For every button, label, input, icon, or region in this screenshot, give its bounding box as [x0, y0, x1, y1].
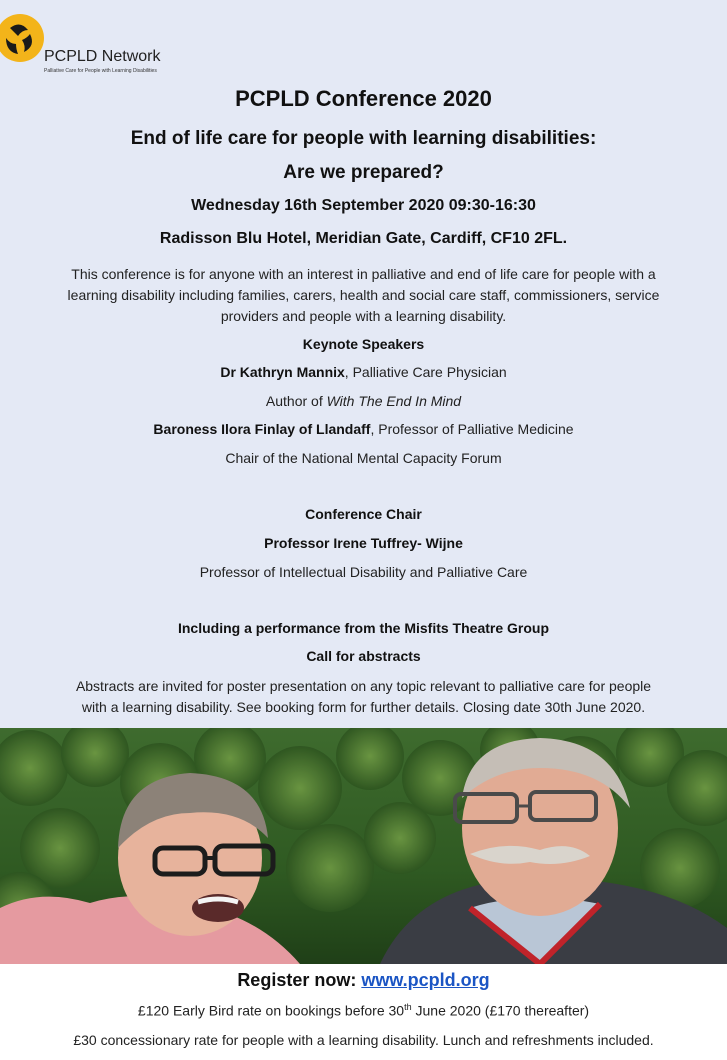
- logo-name: PCPLD Network: [44, 48, 161, 65]
- speaker-2-name: Baroness Ilora Finlay of Llandaff: [153, 421, 371, 437]
- register-link[interactable]: www.pcpld.org: [361, 970, 490, 990]
- conference-subtitle: End of life care for people with learning disabilities:: [130, 128, 597, 149]
- chair-heading: Conference Chair: [305, 506, 422, 522]
- conference-venue: Radisson Blu Hotel, Meridian Gate, Cardiff, CF10 2FL.: [159, 230, 568, 247]
- book-title: With The End In Mind: [326, 393, 462, 409]
- intro-line: learning disability including families, carers, health and social care staff, commissioners, service: [67, 287, 660, 303]
- keynote-speaker-2-extra: Chair of the National Mental Capacity Forum: [225, 450, 502, 466]
- intro-line: This conference is for anyone with an interest in palliative and end of life care for people with a: [71, 266, 656, 282]
- abstracts-line: with a learning disability. See booking form for further details. Closing date 30th June 2020.: [81, 699, 646, 715]
- speaker-1-role: , Palliative Care Physician: [344, 364, 507, 380]
- register-label: Register now:: [237, 970, 362, 990]
- keynote-speaker-2: [0, 421, 727, 437]
- speaker-2-role: , Professor of Palliative Medicine: [370, 421, 574, 437]
- conference-question: Are we prepared?: [283, 162, 444, 183]
- early-bird-text: £120 Early Bird rate on bookings before 30: [137, 1002, 405, 1019]
- performance-note: Including a performance from the Misfits Theatre Group: [177, 620, 550, 636]
- keynote-speaker-1-book: [0, 393, 727, 409]
- keynote-heading: Keynote Speakers: [302, 336, 425, 352]
- conference-date: Wednesday 16th September 2020 09:30-16:30: [191, 197, 536, 214]
- conference-title: PCPLD Conference 2020: [235, 86, 492, 111]
- author-prefix: Author of: [265, 393, 327, 409]
- abstracts-heading: Call for abstracts: [306, 648, 421, 664]
- registration-footer: [0, 964, 727, 1060]
- photo-two-people-laughing: [0, 728, 727, 964]
- early-bird-sup: th: [404, 1002, 412, 1012]
- pcpld-logo: [0, 12, 200, 76]
- chair-role: Professor of Intellectual Disability and Palliative Care: [199, 564, 528, 580]
- early-bird-text-2: June 2020 (£170 thereafter): [411, 1002, 590, 1019]
- intro-line: providers and people with a learning disability.: [220, 308, 507, 324]
- pcpld-logo-icon: [0, 14, 44, 62]
- keynote-speaker-1: [0, 364, 727, 380]
- intro-paragraph: [18, 264, 709, 327]
- early-bird-rate: [0, 1002, 727, 1019]
- abstracts-paragraph: [18, 676, 709, 718]
- speaker-1-name: Dr Kathryn Mannix: [220, 364, 345, 380]
- concession-rate: £30 concessionary rate for people with a learning disability. Lunch and refreshments included.: [73, 1032, 654, 1048]
- logo-tagline: Palliative Care for People with Learning Disabilities: [44, 68, 157, 74]
- chair-name: Professor Irene Tuffrey- Wijne: [264, 535, 463, 551]
- abstracts-line: Abstracts are invited for poster presentation on any topic relevant to palliative care for people: [75, 678, 652, 694]
- register-line: [0, 970, 727, 991]
